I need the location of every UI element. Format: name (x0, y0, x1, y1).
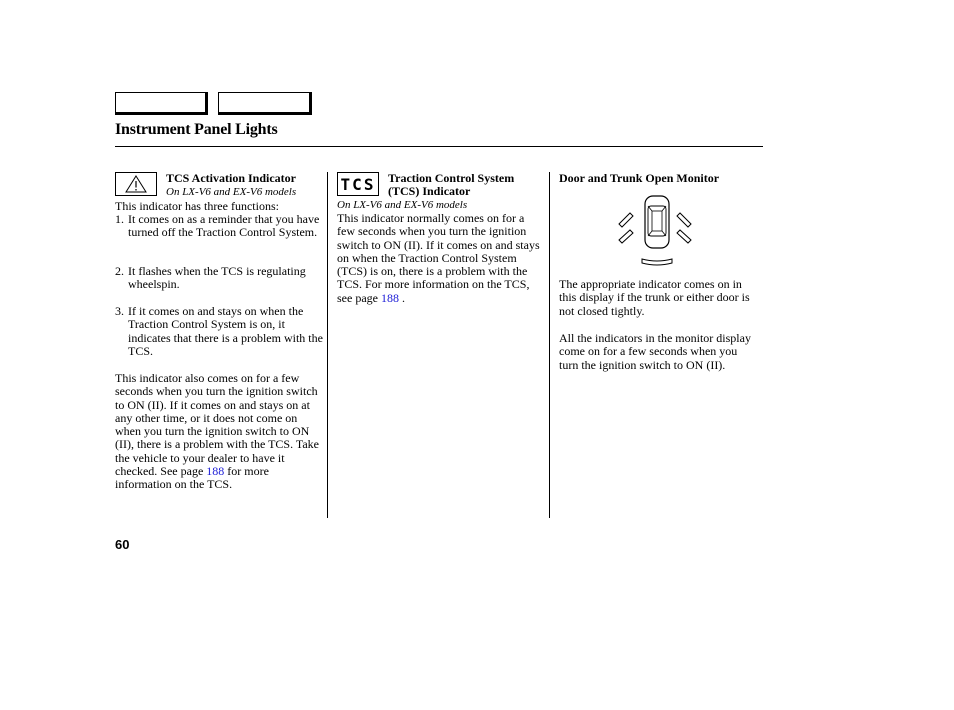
paragraph-text: . (398, 290, 405, 305)
tcs-activation-intro: This indicator has three functions: (115, 199, 279, 213)
list-item (115, 265, 325, 292)
list-item-text: It flashes when the TCS is regulating wheelspin. (128, 264, 306, 292)
door-monitor-paragraph-2: All the indicators in the monitor display come on for a few seconds when you turn the ignition switch to ON (II). (559, 331, 751, 372)
list-item-number: 2. (115, 264, 124, 278)
column-divider-1 (327, 172, 328, 518)
tcs-indicator-heading: Traction Control System (TCS) Indicator (388, 171, 515, 199)
page-number: 60 (115, 537, 130, 552)
nav-tab-box-1[interactable] (115, 92, 208, 115)
paragraph-text: This indicator also comes on for a few seconds when you turn the ignition switch to ON (II). If it comes on and stays on at any other time, or it does not come on when you turn the ignition switch to ON (II), there is a problem with the TCS. Take the vehicle to your dealer to have it checked. See page (115, 371, 319, 479)
list-item-text: It comes on as a reminder that you have turned off the Traction Control System. (128, 212, 320, 240)
door-monitor-heading: Door and Trunk Open Monitor (559, 171, 720, 185)
list-item (115, 213, 325, 240)
list-item (115, 305, 325, 358)
paragraph-text: for more information on the TCS. (115, 464, 269, 492)
tcs-activation-paragraph (115, 372, 325, 492)
tcs-indicator-subheading: On LX-V6 and EX-V6 models (337, 199, 468, 211)
nav-tab-box-2[interactable] (218, 92, 312, 115)
column-divider-2 (549, 172, 550, 518)
car-top-view-icon (612, 192, 698, 270)
tcs-indicator-paragraph (337, 212, 543, 305)
warning-triangle-icon (115, 172, 157, 196)
list-item-number: 3. (115, 304, 124, 318)
tcs-icon-text: TCS (340, 174, 376, 194)
title-divider (115, 146, 763, 147)
page-title: Instrument Panel Lights (115, 121, 278, 138)
page-188-link[interactable]: 188 (380, 290, 399, 305)
paragraph-text: This indicator normally comes on for a few seconds when you turn the ignition switch to ON (II). If it comes on and stays on when the Traction Control System (TCS) is on, there is a problem with the TCS. For more information on the TCS, see page (337, 211, 540, 305)
door-monitor-paragraph-1: The appropriate indicator comes on in this display if the trunk or either door is not closed tightly. (559, 277, 750, 318)
list-item-number: 1. (115, 212, 124, 226)
list-item-text: If it comes on and stays on when the Traction Control System is on, it indicates that there is a problem with the TCS. (128, 304, 323, 358)
tcs-activation-heading: TCS Activation Indicator (166, 171, 297, 185)
tcs-indicator-icon (337, 172, 379, 196)
page-188-link[interactable]: 188 (206, 464, 225, 479)
tcs-activation-subheading: On LX-V6 and EX-V6 models (166, 186, 297, 198)
